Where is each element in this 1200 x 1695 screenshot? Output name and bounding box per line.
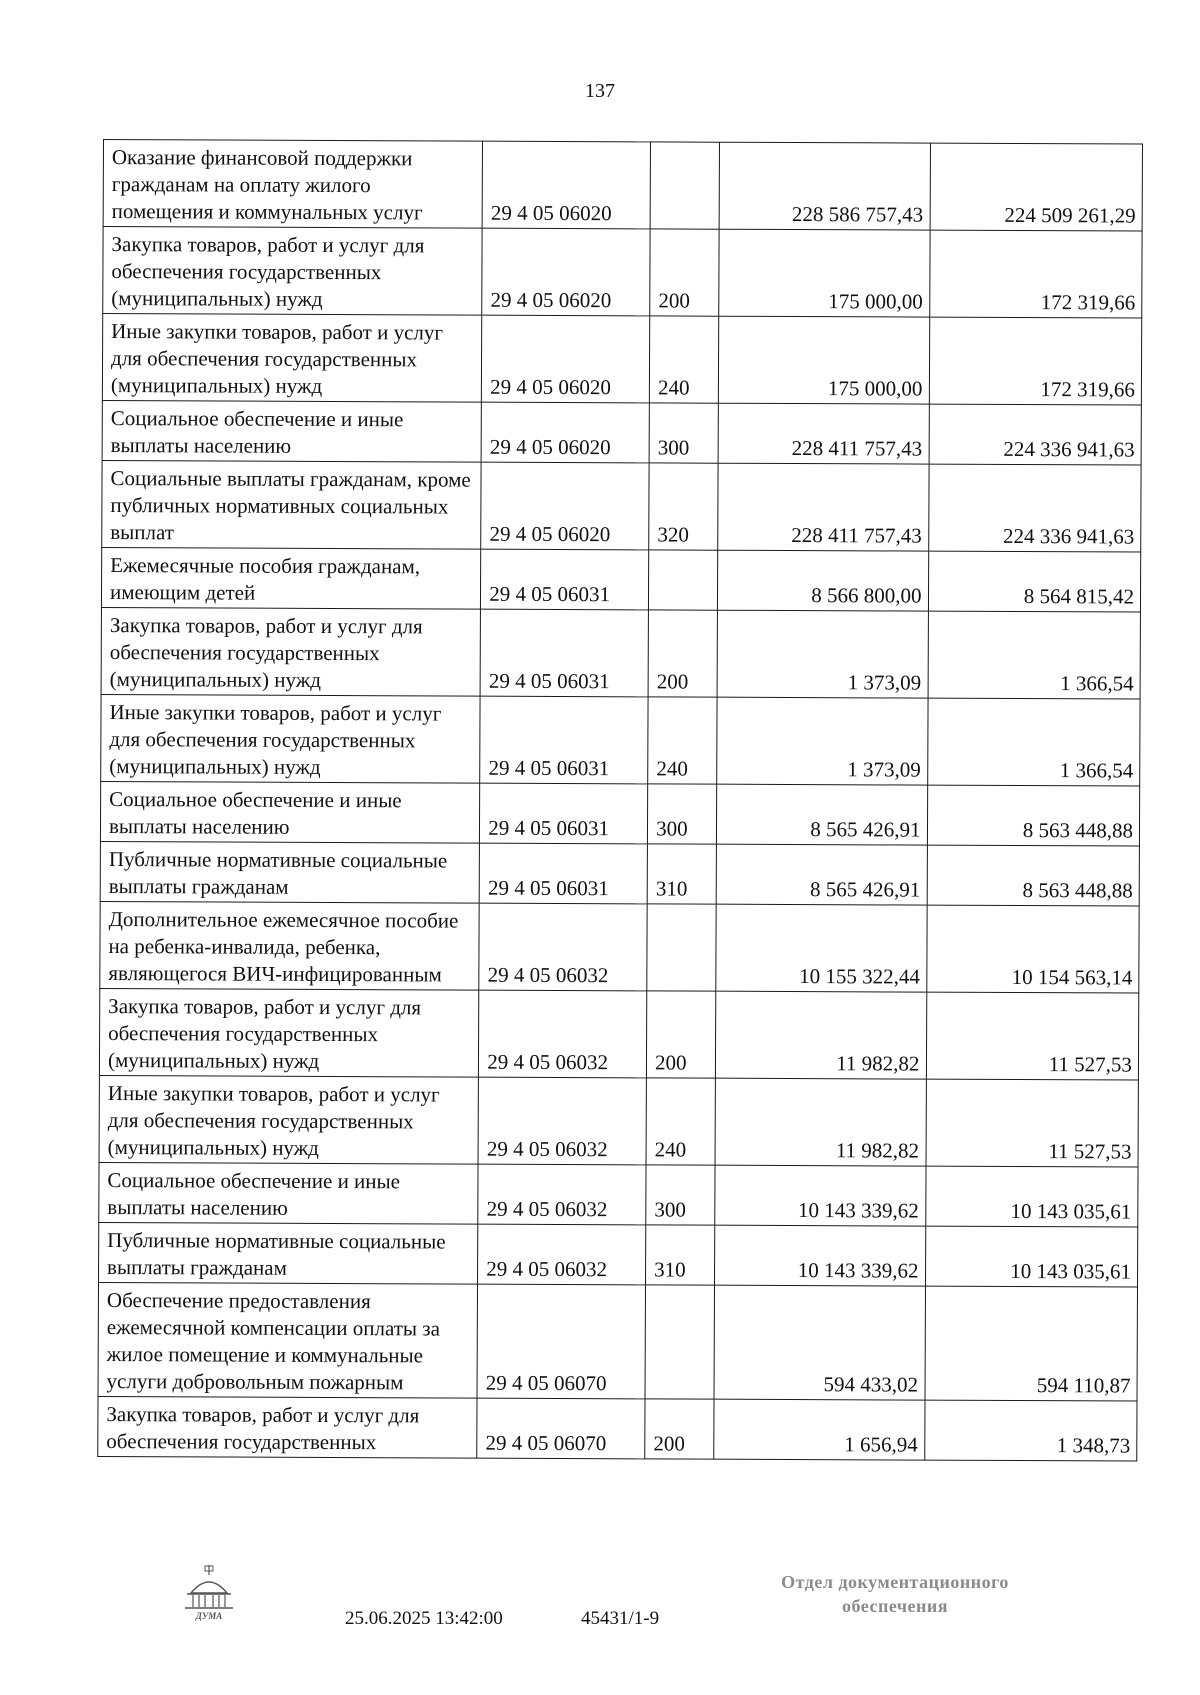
table-row: [102, 460, 1141, 552]
row-value2-cell: 10 143 035,61: [925, 1166, 1138, 1227]
row-value1-cell: 175 000,00: [719, 316, 930, 404]
table-row: [100, 781, 1139, 846]
row-type-cell: 240: [648, 697, 717, 784]
table-row: [101, 694, 1140, 786]
row-value1-cell: 10 143 339,62: [715, 1165, 926, 1226]
row-value1-cell: 175 000,00: [719, 229, 930, 317]
row-type-cell: 320: [649, 463, 718, 550]
row-code-cell: 29 4 05 06020: [482, 315, 650, 403]
row-name-cell: Закупка товаров, работ и услуг для обеспечения государственных (муниципальных) нужд: [99, 988, 479, 1077]
row-value2-cell: 224 336 941,63: [928, 464, 1141, 552]
row-value2-cell: 11 527,53: [926, 1079, 1139, 1167]
row-value1-cell: 1 656,94: [714, 1399, 925, 1460]
row-value1-cell: 228 411 757,43: [718, 463, 929, 551]
row-value2-cell: 8 563 448,88: [927, 845, 1140, 906]
row-name-cell: Дополнительное ежемесячное пособие на ребенка-инвалида, ребенка, являющегося ВИЧ-инфицированным: [100, 901, 480, 990]
row-name-cell: Оказание финансовой поддержки гражданам на оплату жилого помещения и коммунальных услуг: [103, 140, 483, 229]
row-code-cell: 29 4 05 06070: [477, 1398, 645, 1459]
row-type-cell: 200: [648, 610, 717, 697]
table-row: [103, 140, 1142, 232]
row-type-cell: [647, 904, 716, 991]
duma-logo-icon: [181, 1563, 237, 1623]
row-value2-cell: 8 563 448,88: [927, 785, 1140, 846]
table-row: [102, 314, 1141, 406]
row-value1-cell: 228 411 757,43: [718, 403, 929, 464]
budget-table-body: [98, 140, 1143, 1462]
footer-datetime: 25.06.2025 13:42:00: [345, 1608, 503, 1629]
footer-department: [745, 1570, 1045, 1618]
table-row: [98, 1282, 1137, 1401]
row-value1-cell: 1 373,09: [717, 697, 928, 785]
row-value1-cell: 10 143 339,62: [715, 1225, 926, 1286]
row-code-cell: 29 4 05 06020: [481, 402, 649, 463]
row-code-cell: 29 4 05 06032: [478, 1164, 646, 1225]
table-row: [102, 400, 1141, 465]
row-code-cell: 29 4 05 06031: [480, 609, 648, 697]
table-row: [101, 547, 1140, 612]
row-value1-cell: 11 982,82: [716, 991, 927, 1079]
row-name-cell: Закупка товаров, работ и услуг для обеспечения государственных: [98, 1396, 478, 1458]
row-value2-cell: 8 564 815,42: [928, 551, 1141, 612]
row-value2-cell: 1 366,54: [928, 611, 1141, 699]
row-code-cell: 29 4 05 06031: [481, 549, 649, 610]
row-code-cell: 29 4 05 06031: [479, 843, 647, 904]
row-value2-cell: 11 527,53: [926, 992, 1139, 1080]
row-value1-cell: 228 586 757,43: [719, 142, 930, 230]
row-name-cell: Публичные нормативные социальные выплаты гражданам: [99, 1222, 479, 1284]
svg-text:ДУМА: ДУМА: [195, 1611, 223, 1621]
row-name-cell: Социальное обеспечение и иные выплаты населению: [99, 1162, 479, 1224]
row-type-cell: 240: [649, 316, 718, 403]
row-value1-cell: 1 373,09: [717, 610, 928, 698]
row-value1-cell: 8 566 800,00: [718, 550, 929, 611]
row-type-cell: [645, 1285, 715, 1399]
row-name-cell: Обеспечение предоставления ежемесячной компенсации оплаты за жилое помещение и коммунальные услуги добровольным пожарным: [98, 1282, 478, 1398]
row-code-cell: 29 4 05 06032: [478, 1077, 646, 1165]
row-code-cell: 29 4 05 06020: [482, 141, 650, 229]
row-type-cell: 300: [646, 1165, 715, 1225]
row-type-cell: 300: [648, 784, 717, 844]
row-type-cell: 200: [645, 1399, 714, 1459]
row-value2-cell: 1 366,54: [927, 698, 1140, 786]
row-value2-cell: 10 143 035,61: [925, 1226, 1138, 1287]
table-row: [100, 841, 1139, 906]
footer-department-line1: Отдел документационного: [781, 1572, 1009, 1592]
row-type-cell: 240: [646, 1078, 715, 1165]
row-type-cell: [649, 550, 718, 610]
row-code-cell: 29 4 05 06031: [480, 783, 648, 844]
row-code-cell: 29 4 05 06020: [482, 228, 650, 316]
row-name-cell: Иные закупки товаров, работ и услуг для обеспечения государственных (муниципальных) нужд: [99, 1075, 479, 1164]
row-name-cell: Иные закупки товаров, работ и услуг для обеспечения государственных (муниципальных) нужд: [102, 314, 482, 403]
budget-table: [97, 139, 1143, 1462]
row-name-cell: Ежемесячные пособия гражданам, имеющим детей: [101, 547, 481, 609]
row-value2-cell: 172 319,66: [929, 230, 1142, 318]
row-value2-cell: 172 319,66: [929, 317, 1142, 405]
row-name-cell: Иные закупки товаров, работ и услуг для обеспечения государственных (муниципальных) нужд: [101, 694, 481, 783]
row-value2-cell: 224 509 261,29: [930, 143, 1143, 231]
footer-department-line2: обеспечения: [842, 1596, 948, 1616]
table-row: [101, 607, 1140, 699]
row-value1-cell: 594 433,02: [714, 1285, 925, 1400]
row-value2-cell: 224 336 941,63: [929, 404, 1142, 465]
row-code-cell: 29 4 05 06070: [477, 1284, 645, 1399]
table-row: [99, 988, 1138, 1080]
row-value2-cell: 1 348,73: [924, 1400, 1137, 1461]
row-value1-cell: 10 155 322,44: [716, 904, 927, 992]
row-value1-cell: 11 982,82: [715, 1078, 926, 1166]
table-row: [98, 1396, 1137, 1461]
table-row: [100, 901, 1139, 993]
row-value2-cell: 10 154 563,14: [926, 905, 1139, 993]
row-value2-cell: 594 110,87: [925, 1286, 1138, 1401]
row-type-cell: [650, 142, 719, 229]
footer-doc-number: 45431/1-9: [581, 1608, 660, 1629]
row-name-cell: Социальное обеспечение и иные выплаты населению: [100, 781, 480, 843]
row-type-cell: 310: [646, 1225, 715, 1285]
row-type-cell: 200: [647, 991, 716, 1078]
page-number: 137: [585, 80, 615, 102]
table-row: [99, 1222, 1138, 1287]
row-name-cell: Закупка товаров, работ и услуг для обеспечения государственных (муниципальных) нужд: [101, 607, 481, 696]
row-code-cell: 29 4 05 06020: [481, 462, 649, 550]
row-type-cell: 310: [647, 844, 716, 904]
row-code-cell: 29 4 05 06032: [478, 1224, 646, 1285]
row-name-cell: Публичные нормативные социальные выплаты гражданам: [100, 841, 480, 903]
table-row: [99, 1075, 1138, 1167]
row-value1-cell: 8 565 426,91: [717, 784, 928, 845]
table-row: [99, 1162, 1138, 1227]
row-code-cell: 29 4 05 06032: [479, 903, 647, 991]
row-code-cell: 29 4 05 06031: [480, 696, 648, 784]
table-row: [103, 227, 1142, 319]
row-code-cell: 29 4 05 06032: [479, 990, 647, 1078]
row-name-cell: Социальные выплаты гражданам, кроме публичных нормативных социальных выплат: [102, 460, 482, 549]
row-type-cell: 200: [650, 229, 719, 316]
row-value1-cell: 8 565 426,91: [716, 844, 927, 905]
row-name-cell: Закупка товаров, работ и услуг для обеспечения государственных (муниципальных) нужд: [103, 227, 483, 316]
row-type-cell: 300: [649, 403, 718, 463]
row-name-cell: Социальное обеспечение и иные выплаты населению: [102, 400, 482, 462]
